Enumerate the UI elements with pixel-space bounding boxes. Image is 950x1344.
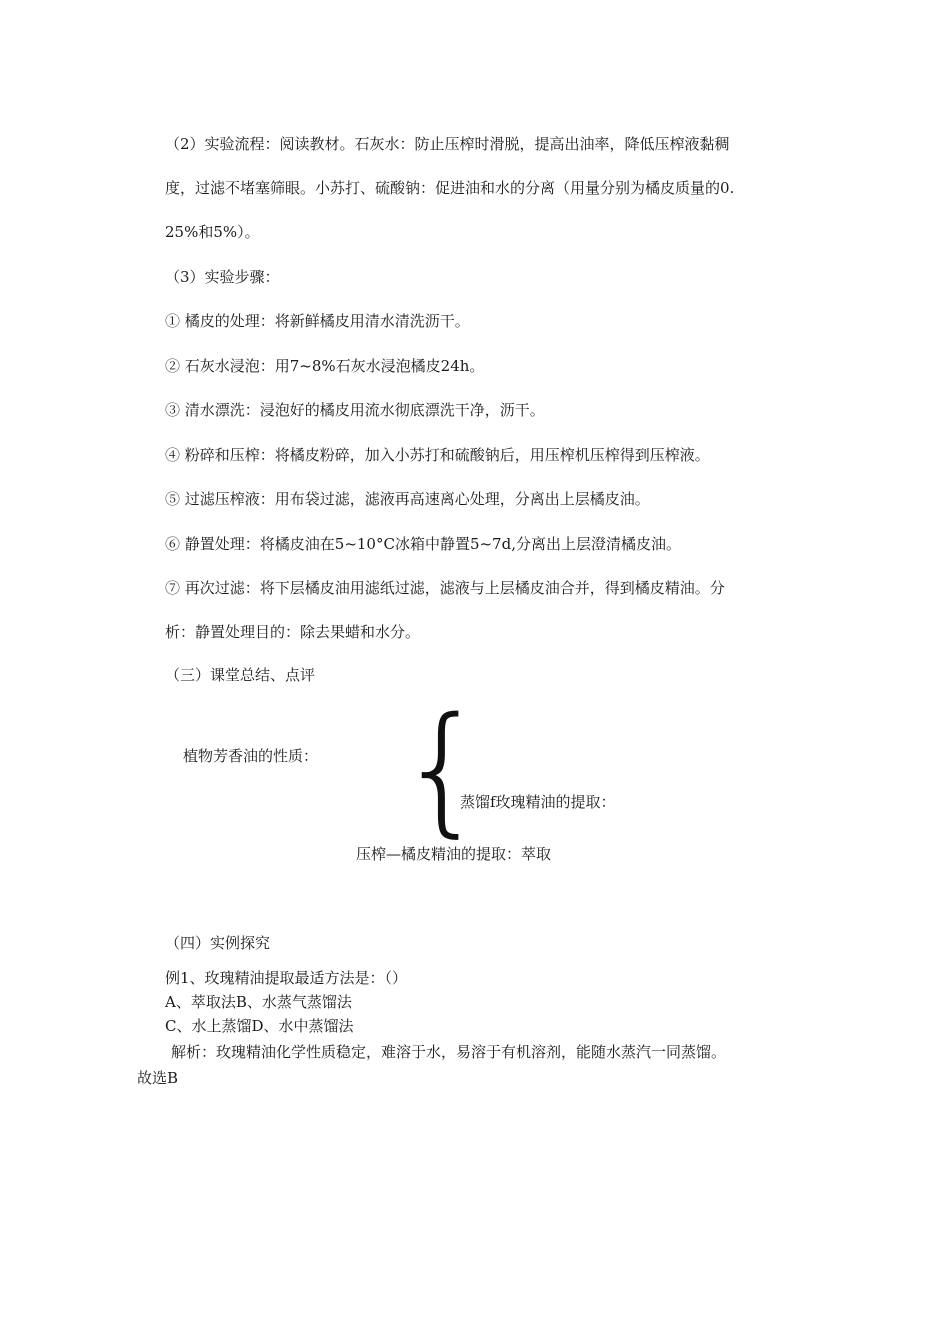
answer-text: 故选B: [137, 1069, 179, 1087]
example-heading: （四）实例探究: [165, 934, 271, 952]
option-c-d: C、水上蒸馏D、水中蒸馏法: [165, 1017, 354, 1035]
steps-heading: （3）实验步骤：: [165, 268, 280, 286]
curly-brace: {: [398, 688, 488, 851]
step-5: ⑤ 过滤压榨液：用布袋过滤，滤液再高速离心处理，分离出上层橘皮油。: [165, 490, 650, 508]
step-3: ③ 清水漂洗：浸泡好的橘皮用流水彻底漂洗干净，沥干。: [165, 401, 545, 419]
process-line-1: （2）实验流程：阅读教材。石灰水：防止压榨时滑脱，提高出油率，降低压榨液黏稠: [165, 135, 730, 153]
analysis-text: 解析：玫瑰精油化学性质稳定，难溶于水，易溶于有机溶剂，能随水蒸汽一同蒸馏。: [171, 1043, 727, 1061]
pressing-line: 压榨—橘皮精油的提取：萃取: [356, 845, 552, 863]
distillation-line: 蒸馏f玫瑰精油的提取：: [460, 793, 616, 811]
step-4: ④ 粉碎和压榨：将橘皮粉碎，加入小苏打和硫酸钠后，用压榨机压榨得到压榨液。: [165, 446, 710, 464]
option-a-b: A、萃取法B、水蒸气蒸馏法: [165, 993, 352, 1011]
step-6: ⑥ 静置处理：将橘皮油在5~10°C冰箱中静置5~7d,分离出上层澄清橘皮油。: [165, 535, 681, 553]
property-label: 植物芳香油的性质：: [183, 747, 319, 765]
summary-heading: （三）课堂总结、点评: [165, 666, 316, 684]
process-line-3: 25%和5%）。: [165, 223, 260, 241]
process-line-2: 度，过滤不堵塞筛眼。小苏打、硫酸钠：促进油和水的分离（用量分别为橘皮质量的0.: [165, 179, 735, 197]
step-2: ② 石灰水浸泡：用7~8%石灰水浸泡橘皮24h。: [165, 357, 485, 375]
step-7: ⑦ 再次过滤：将下层橘皮油用滤纸过滤，滤液与上层橘皮油合并，得到橘皮精油。分: [165, 579, 725, 597]
example-question: 例1、玫瑰精油提取最适方法是：（）: [165, 969, 408, 987]
step-1: ① 橘皮的处理：将新鲜橘皮用清水清洗沥干。: [165, 312, 470, 330]
step-7-analysis: 析：静置处理目的：除去果蜡和水分。: [165, 623, 421, 641]
